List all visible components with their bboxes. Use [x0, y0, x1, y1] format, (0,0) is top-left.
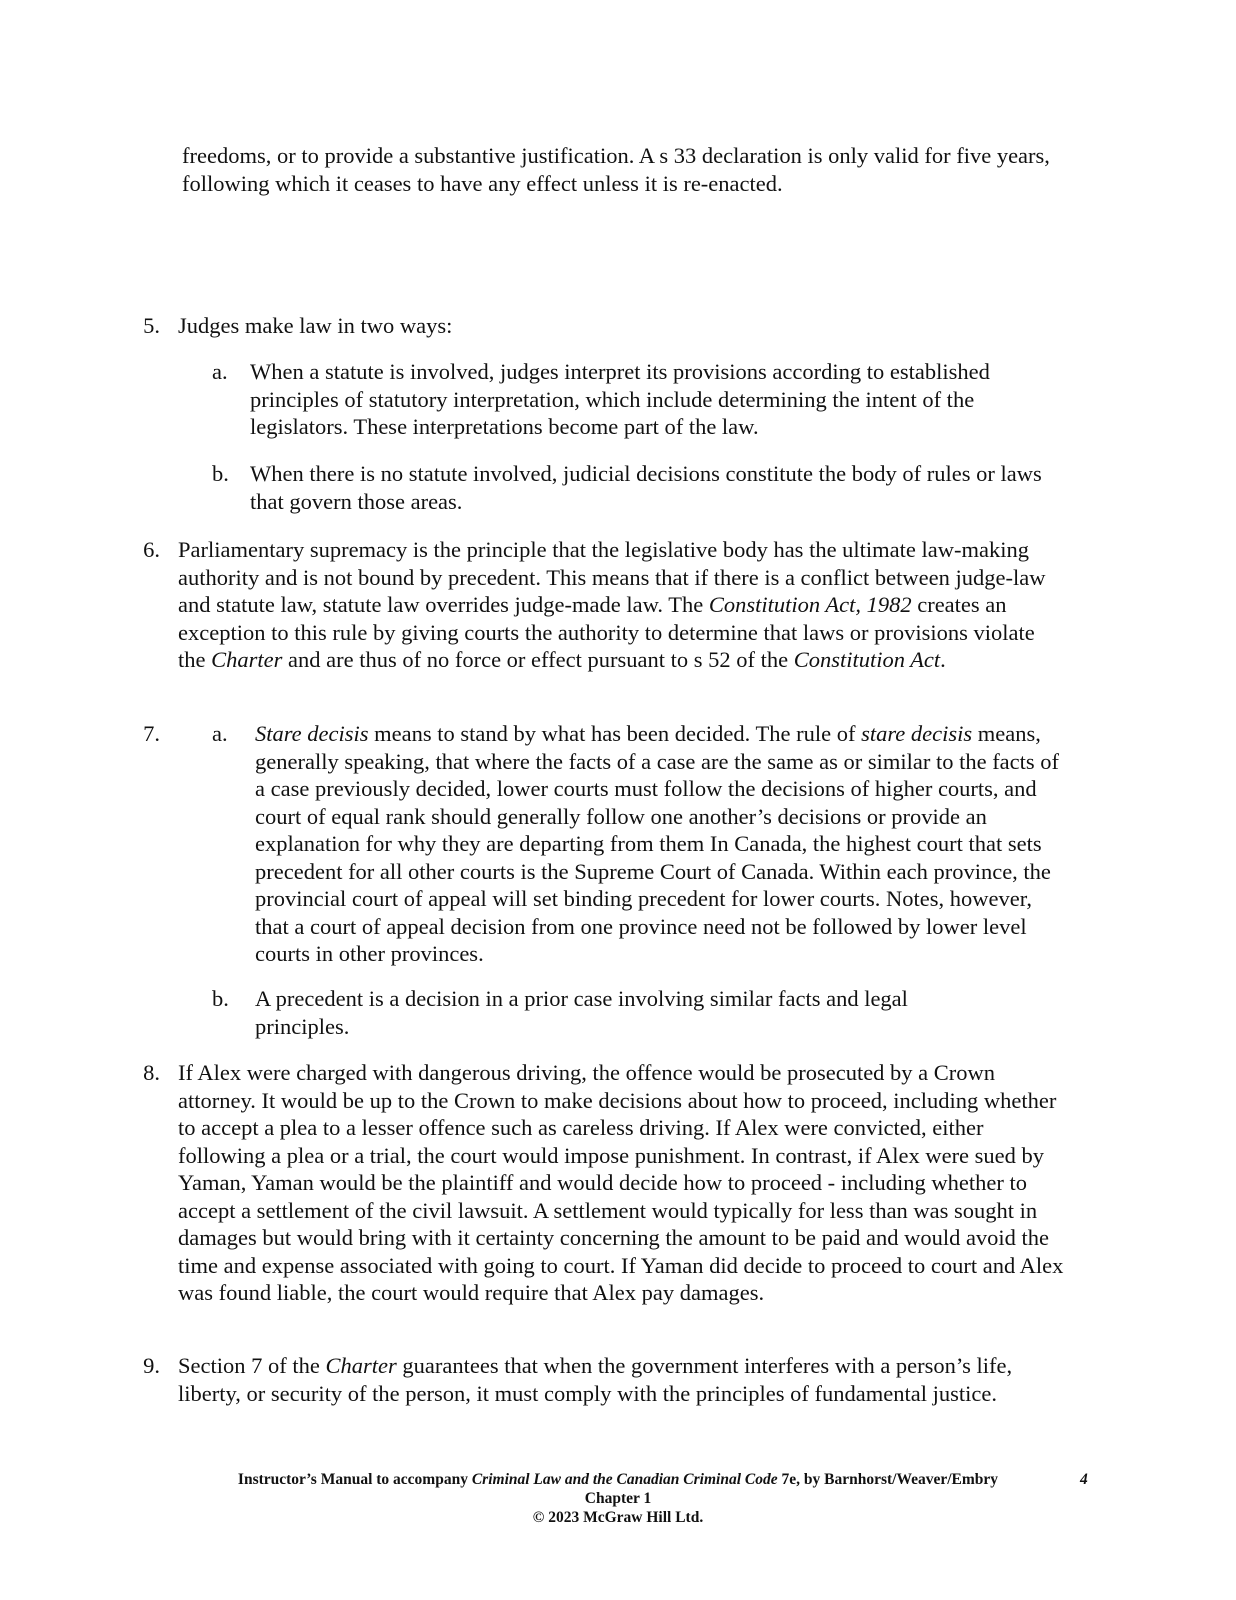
- page-number: 4: [1080, 1471, 1088, 1488]
- item-text: If Alex were charged with dangerous driving, the offence would be prosecuted by a Crown attorney. It would be up to the Crown to make decisions about how to proceed, including whether to accept a plea to a lesser offence such as careless driving. If Alex were convicted, either following a plea or a trial, the court would impose punishment. In contrast, if Alex were sued by Yaman, Yaman would be the plaintiff and would decide how to proceed - including whether to accept a settlement of the civil lawsuit. A settlement would typically for less than was sought in damages but would bring with it certainty concerning the amount to be paid and would avoid the time and expense associated with going to court. If Yaman did decide to proceed to court and Alex was found liable, the court would require that Alex pay damages.: [178, 1060, 1064, 1305]
- item-text: When a statute is involved, judges interpret its provisions according to established principles of statutory interpretation, which include determining the intent of the legislators. These interpretations become part of the law.: [250, 359, 990, 439]
- item-label: b.: [212, 986, 229, 1011]
- footer-citation: Instructor’s Manual to accompany Criminal Law and the Canadian Criminal Code 7e, by Barnhorst/Weaver/Embry: [237, 1471, 999, 1488]
- item-number: 6.: [143, 537, 160, 562]
- item-label: a.: [212, 721, 228, 746]
- intro-paragraph: freedoms, or to provide a substantive justification. A s 33 declaration is only valid for five years, following which it ceases to have any effect unless it is re-enacted.: [182, 143, 1050, 196]
- footer-copyright: © 2023 McGraw Hill Ltd.: [532, 1509, 704, 1526]
- footer-chapter: Chapter 1: [584, 1490, 652, 1507]
- item-label: b.: [212, 461, 229, 486]
- item-text: Judges make law in two ways:: [178, 313, 453, 338]
- item-number: 9.: [143, 1353, 160, 1378]
- page-footer: [0, 1470, 1236, 1527]
- item-text: A precedent is a decision in a prior case involving similar facts and legal principles.: [255, 986, 908, 1039]
- item-text: When there is no statute involved, judicial decisions constitute the body of rules or laws that govern those areas.: [250, 461, 1042, 514]
- item-number: 8.: [143, 1060, 160, 1085]
- item-number: 5.: [143, 313, 160, 338]
- item-text: Stare decisis means to stand by what has been decided. The rule of stare decisis means, generally speaking, that where the facts of a case are the same as or similar to the facts of a case previously decided, lower courts must follow the decisions of higher courts, and court of equal rank should generally follow one another’s decisions or provide an explanation for why they are departing from them In Canada, the highest court that sets precedent for all other courts is the Supreme Court of Canada. Within each province, the provincial court of appeal will set binding precedent for lower courts. Notes, however, that a court of appeal decision from one province need not be followed by lower level courts in other provinces.: [255, 721, 1060, 966]
- item-text: Section 7 of the Charter guarantees that when the government interferes with a person’s life, liberty, or security of the person, it must comply with the principles of fundamental justice.: [178, 1353, 1013, 1406]
- item-label: a.: [212, 359, 228, 384]
- item-number: 7.: [143, 721, 160, 746]
- item-text: Parliamentary supremacy is the principle that the legislative body has the ultimate law-making authority and is not bound by precedent. This means that if there is a conflict between judge-law and statute law, statute law overrides judge-made law. The Constitution Act, 1982 creates an exception to this rule by giving courts the authority to determine that laws or provisions violate the Charter and are thus of no force or effect pursuant to s 52 of the Constitution Act.: [178, 537, 1046, 672]
